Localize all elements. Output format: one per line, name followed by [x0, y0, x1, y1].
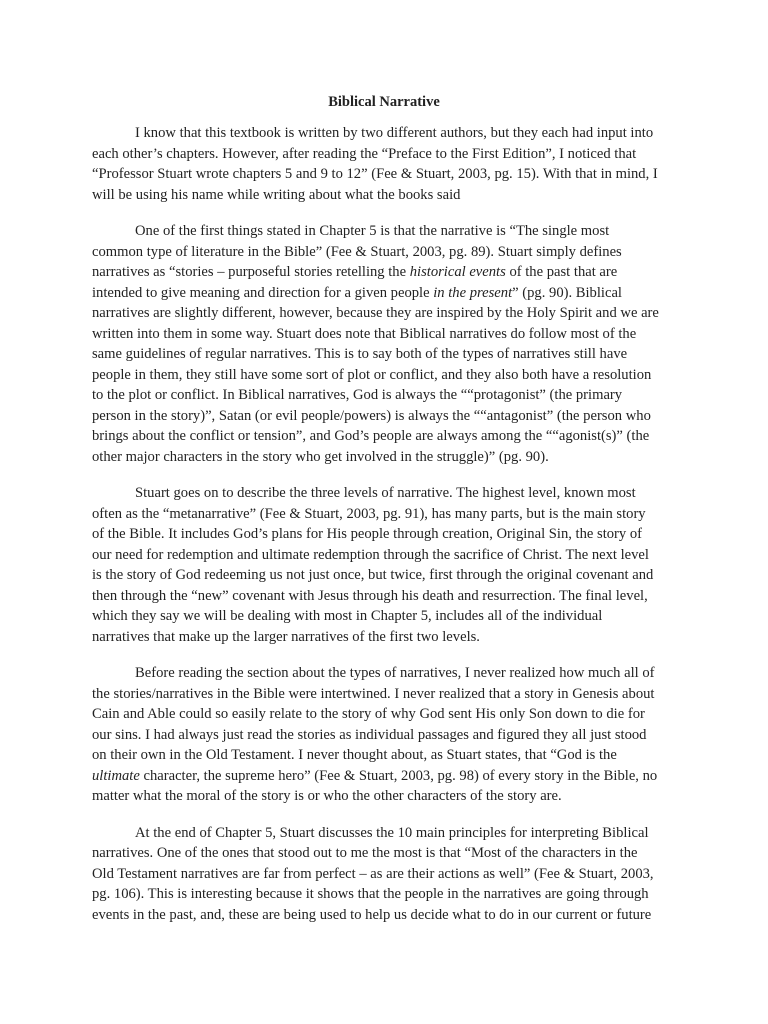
text-line	[92, 905, 680, 926]
text-line	[92, 745, 680, 766]
text-line	[92, 586, 680, 607]
text-run: matter what the moral of the story is or who the other characters of the story are.	[92, 788, 562, 804]
text-line	[92, 406, 680, 427]
text-line	[92, 385, 680, 406]
text-line	[92, 843, 680, 864]
text-line	[92, 283, 680, 304]
text-line	[92, 426, 680, 447]
text-run: “Professor Stuart wrote chapters 5 and 9 to 12” (Fee & Stuart, 2003, pg. 15). With that in mind, I	[92, 166, 658, 182]
text-line	[92, 483, 680, 504]
text-run: written into them in some way. Stuart does note that Biblical narratives do follow most of the	[92, 325, 637, 342]
text-line	[92, 786, 680, 807]
text-run: intended to give meaning and direction for a given people	[92, 284, 434, 301]
text-line	[92, 262, 680, 283]
text-run: person in the story)”, Satan (or evil people/powers) is always the ““antagonist” (the person who	[92, 407, 651, 424]
text-run: narratives that make up the larger narratives of the first two levels.	[92, 628, 480, 645]
document-body	[92, 123, 680, 941]
text-line	[92, 123, 680, 144]
text-run: which they say we will be dealing with most in Chapter 5, includes all of the individual	[92, 608, 603, 624]
text-run: to the plot or conflict. In Biblical narratives, God is always the ““protagonist” (the primary	[92, 387, 623, 403]
text-run: character, the supreme hero” (Fee & Stuart, 2003, pg. 98) of every story in the Bible, no	[139, 767, 658, 784]
paragraph	[92, 221, 680, 467]
text-line	[92, 164, 680, 185]
text-run: Stuart goes on to describe the three levels of narrative. The highest level, known most	[135, 485, 636, 501]
text-run: same guidelines of regular narratives. This is to say both of the types of narratives still have	[92, 346, 628, 362]
text-line	[92, 725, 680, 746]
text-line	[92, 365, 680, 386]
italic-text: ultimate	[92, 767, 140, 784]
text-line	[92, 242, 680, 263]
text-run: often as the “metanarrative” (Fee & Stuart, 2003, pg. 91), has many parts, but is the main story	[92, 505, 646, 522]
text-line	[92, 144, 680, 165]
text-run: I know that this textbook is written by two different authors, but they each had input into	[135, 125, 654, 141]
text-run: narratives as “stories – purposeful stories retelling the	[92, 264, 410, 280]
text-run: people in them, they still have some sort of plot or conflict, and they also both have a resolution	[92, 366, 652, 383]
text-run: other major characters in the story who get involved in the struggle)” (pg. 90).	[92, 448, 549, 465]
text-line	[92, 344, 680, 365]
text-line	[92, 884, 680, 905]
text-line	[92, 704, 680, 725]
text-run: the stories/narratives in the Bible were intertwined. I never realized that a story in Genesis about	[92, 685, 655, 702]
text-line	[92, 545, 680, 566]
text-run: of the past that are	[505, 264, 618, 280]
text-run: Cain and Able could so easily relate to the story of why God sent His only Son down to die for	[92, 706, 645, 722]
text-run: narratives. One of the ones that stood out to me the most is that “Most of the characters in the	[92, 845, 638, 861]
text-line	[92, 324, 680, 345]
text-run: of the Bible. It includes God’s plans for His people through creation, Original Sin, the story of	[92, 526, 643, 542]
text-line	[92, 766, 680, 787]
text-run: then through the “new” covenant with Jesus through his death and resurrection. The final level,	[92, 587, 648, 604]
text-line	[92, 504, 680, 525]
paragraph	[92, 123, 680, 205]
text-run: events in the past, and, these are being used to help us decide what to do in our current or future	[92, 906, 652, 923]
paragraph	[92, 823, 680, 926]
text-run: Before reading the section about the types of narratives, I never realized how much all of	[135, 665, 655, 681]
text-run: pg. 106). This is interesting because it shows that the people in the narratives are going through	[92, 886, 649, 902]
text-line	[92, 663, 680, 684]
text-line	[92, 565, 680, 586]
text-run: brings about the conflict or tension”, and God’s people are always among the ““agonist(s)” (the	[92, 428, 650, 444]
paragraph	[92, 483, 680, 647]
text-run: will be using his name while writing about what the books said	[92, 186, 461, 203]
text-run: is the story of God redeeming us not just once, but twice, first through the original covenant and	[92, 567, 654, 583]
text-line	[92, 864, 680, 885]
text-line	[92, 627, 680, 648]
text-line	[92, 684, 680, 705]
text-run: our need for redemption and ultimate redemption through the sacrifice of Christ. The next level	[92, 546, 649, 563]
text-run: ” (pg. 90). Biblical	[512, 284, 622, 301]
text-line	[92, 606, 680, 627]
text-line	[92, 524, 680, 545]
italic-text: historical events	[409, 264, 506, 280]
document-title: Biblical Narrative	[328, 94, 440, 110]
text-line	[92, 185, 680, 206]
text-line	[92, 221, 680, 242]
text-run: Old Testament narratives are far from perfect – as are their actions as well” (Fee & Stuart, 2003,	[92, 865, 654, 882]
paragraph	[92, 663, 680, 807]
text-line	[92, 447, 680, 468]
text-line	[92, 823, 680, 844]
text-run: each other’s chapters. However, after reading the “Preface to the First Edition”, I noticed that	[92, 145, 637, 162]
text-run: At the end of Chapter 5, Stuart discusses the 10 main principles for interpreting Biblical	[135, 824, 649, 841]
text-line	[92, 303, 680, 324]
italic-text: in the present	[433, 284, 513, 301]
text-run: common type of literature in the Bible” (Fee & Stuart, 2003, pg. 89). Stuart simply defines	[92, 243, 622, 260]
text-run: our sins. I had always just read the stories as individual passages and figured they all just stood	[92, 726, 647, 743]
text-run: One of the first things stated in Chapter 5 is that the narrative is “The single most	[135, 223, 610, 239]
text-run: narratives are slightly different, however, because they are inspired by the Holy Spirit and we are	[92, 305, 659, 321]
text-run: on their own in the Old Testament. I never thought about, as Stuart states, that “God is the	[92, 747, 617, 763]
